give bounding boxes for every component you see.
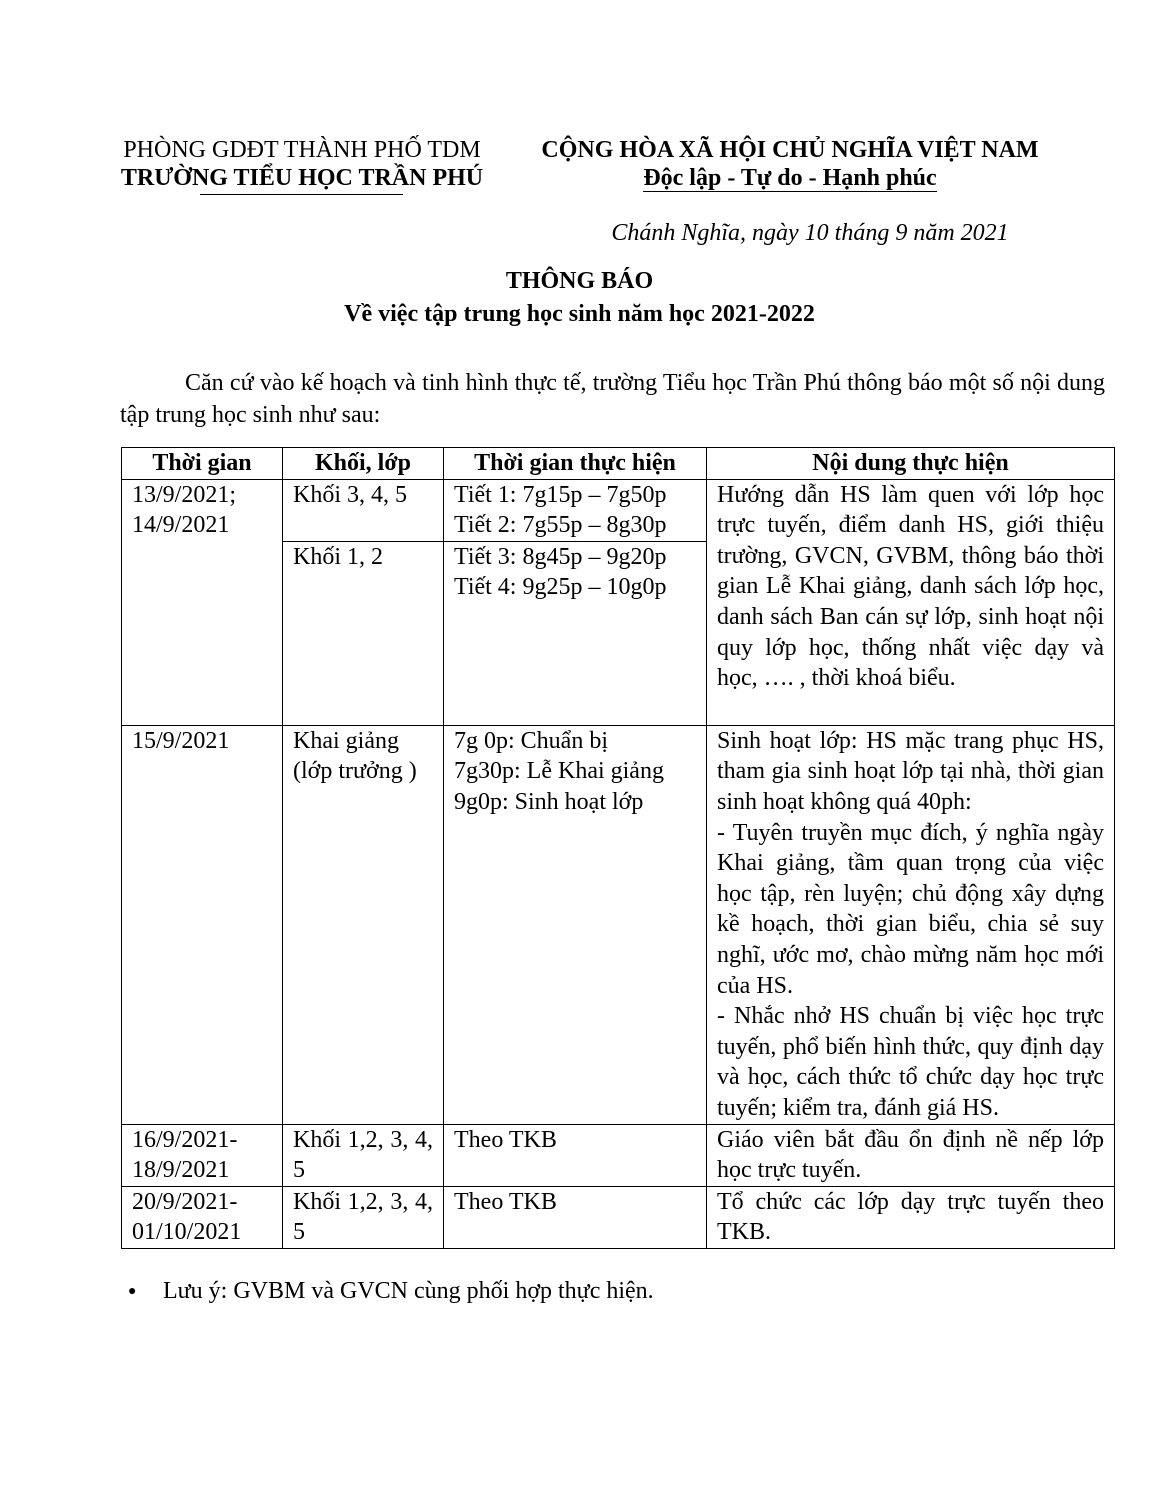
row3-schedule: Theo TKB — [444, 1124, 707, 1186]
row1-grade-b: Khối 1, 2 — [283, 541, 444, 725]
row2-schedule — [444, 725, 707, 1124]
row1-periods-a — [444, 479, 707, 541]
row4-time-line2: 01/10/2021 — [132, 1219, 242, 1246]
row3-time-line1: 16/9/2021- — [132, 1126, 238, 1153]
row3-grade: Khối 1,2, 3, 4, 5 — [283, 1124, 444, 1186]
row1-time-line2: 14/9/2021 — [132, 512, 230, 539]
row2-sched-line2: 7g30p: Lễ Khai giảng — [454, 758, 664, 785]
school-name: TRƯỜNG TIỂU HỌC TRẦN PHÚ — [120, 165, 484, 191]
nation-name: CỘNG HÒA XÃ HỘI CHỦ NGHĨA VIỆT NAM — [541, 137, 1039, 163]
school-underline — [200, 194, 403, 195]
row2-grade-line1: Khai giảng — [293, 727, 399, 754]
document-title: THÔNG BÁO — [505, 268, 654, 294]
row2-content-part1: Sinh hoạt lớp: HS mặc trang phục HS, tham gia sinh hoạt lớp tại nhà, thời gian sinh hoạt không quá 40ph: — [717, 727, 1104, 815]
issuing-body — [112, 136, 492, 192]
row3-content: Giáo viên bắt đầu ổn định nề nếp lớp học trực tuyến. — [707, 1124, 1115, 1186]
intro-paragraph: Căn cứ vào kế hoạch và tinh hình thực tế, trường Tiểu học Trần Phú thông báo một số nội dung tập trung học sinh như sau: — [120, 370, 1105, 428]
row1-period4: Tiết 4: 9g25p – 10g0p — [454, 574, 667, 601]
row1-time — [122, 479, 283, 725]
national-header — [520, 136, 1060, 192]
row2-content-part2: - Tuyên truyền mục đích, ý nghĩa ngày Khai giảng, tầm quan trọng của việc học tập, rèn luyện; chủ động xây dựng kề hoạch, thời gian biểu, chia sẻ suy nghĩ, ước mơ, chào mừng năm học mới của HS. — [717, 819, 1104, 999]
row1-period1: Tiết 1: 7g15p – 7g50p — [454, 481, 667, 508]
row4-grade: Khối 1,2, 3, 4, 5 — [283, 1186, 444, 1248]
table-row — [122, 479, 1115, 541]
row1-grade-a: Khối 3, 4, 5 — [283, 479, 444, 541]
row2-sched-line1: 7g 0p: Chuẩn bị — [454, 727, 608, 754]
note-text: Lưu ý: GVBM và GVCN cùng phối hợp thực hiện. — [163, 1278, 654, 1304]
row2-grade — [283, 725, 444, 1124]
department-name: PHÒNG GDĐT THÀNH PHỐ TDM — [123, 137, 481, 163]
row4-time — [122, 1186, 283, 1248]
row2-content — [707, 725, 1115, 1124]
row3-time-line2: 18/9/2021 — [132, 1157, 230, 1184]
table-row — [122, 1124, 1115, 1186]
note-item — [128, 1276, 654, 1307]
row4-content: Tổ chức các lớp dạy trực tuyến theo TKB. — [707, 1186, 1115, 1248]
date-line: Chánh Nghĩa, ngày 10 tháng 9 năm 2021 — [611, 220, 1009, 246]
table-row — [122, 725, 1115, 1124]
row1-period2: Tiết 2: 7g55p – 8g30p — [454, 512, 667, 539]
header-grade: Khối, lớp — [283, 448, 444, 480]
header-schedule: Thời gian thực hiện — [444, 448, 707, 480]
row1-content: Hướng dẫn HS làm quen với lớp học trực tuyến, điểm danh HS, giới thiệu trường, GVCN, GVBM, thông báo thời gian Lễ Khai giảng, danh sách lớp học, danh sách Ban cán sự lớp, sinh hoạt nội quy lớp học, thống nhất việc dạy và học, …. , thời khoá biểu. — [707, 479, 1115, 725]
row3-time — [122, 1124, 283, 1186]
row1-time-line1: 13/9/2021; — [132, 481, 237, 508]
row2-grade-line2: (lớp trưởng ) — [293, 758, 417, 785]
header-time: Thời gian — [122, 448, 283, 480]
table-row — [122, 1186, 1115, 1248]
row2-time: 15/9/2021 — [122, 725, 283, 1124]
row1-periods-b — [444, 541, 707, 725]
header-content: Nội dung thực hiện — [707, 448, 1115, 480]
schedule-table — [121, 447, 1115, 1249]
row4-schedule: Theo TKB — [444, 1186, 707, 1248]
row4-time-line1: 20/9/2021- — [132, 1188, 238, 1215]
row2-content-part3: - Nhắc nhở HS chuẩn bị việc học trực tuyến, phổ biến hình thức, quy định dạy và học, cách thức tổ chức dạy học trực tuyến; kiểm tra, đánh giá HS. — [717, 1003, 1104, 1121]
table-header-row — [122, 448, 1115, 480]
bullet-icon: ● — [128, 1284, 137, 1299]
national-motto: Độc lập - Tự do - Hạnh phúc — [643, 165, 937, 191]
row2-sched-line3: 9g0p: Sinh hoạt lớp — [454, 788, 644, 815]
row1-period3: Tiết 3: 8g45p – 9g20p — [454, 543, 667, 570]
document-subtitle: Về việc tập trung học sinh năm học 2021-2022 — [344, 301, 815, 327]
